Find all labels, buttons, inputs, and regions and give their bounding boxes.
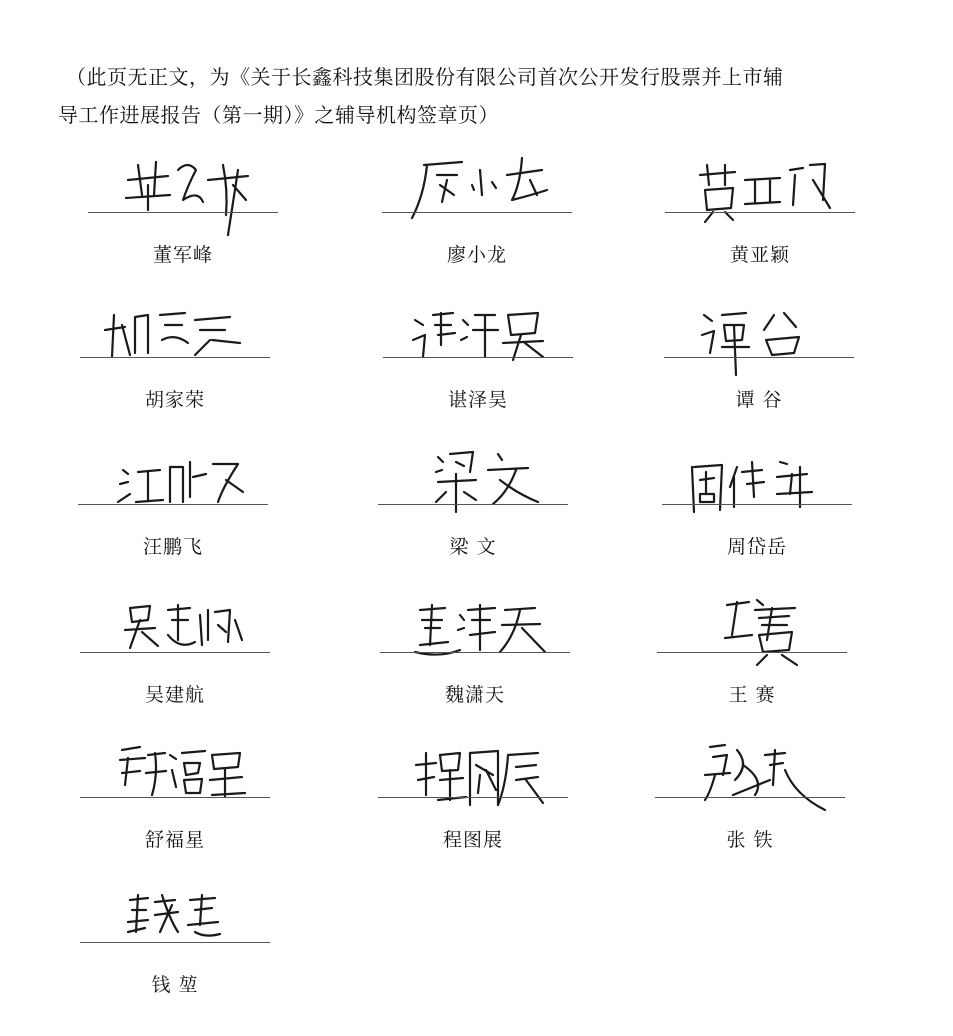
handwritten-signature bbox=[685, 140, 835, 235]
signatory-name: 胡家荣 bbox=[144, 389, 205, 411]
signatory-name: 吴建航 bbox=[144, 684, 205, 706]
signatory-name: 汪鹏飞 bbox=[142, 536, 203, 558]
signature-block bbox=[378, 725, 568, 855]
signatory-name: 程图展 bbox=[442, 829, 503, 851]
handwritten-signature bbox=[98, 432, 248, 527]
signature-block bbox=[80, 580, 270, 710]
signature-line bbox=[382, 212, 572, 213]
signature-block bbox=[665, 140, 855, 270]
handwritten-signature bbox=[403, 285, 553, 380]
signature-block bbox=[383, 285, 573, 415]
handwritten-signature bbox=[108, 140, 258, 235]
signature-line bbox=[383, 357, 573, 358]
signature-line bbox=[80, 652, 270, 653]
handwritten-signature bbox=[398, 725, 548, 820]
signature-block bbox=[80, 725, 270, 855]
signature-line bbox=[665, 212, 855, 213]
signature-block bbox=[378, 432, 568, 562]
page-note-line-1: （此页无正文，为《关于长鑫科技集团股份有限公司首次公开发行股票并上市辅 bbox=[66, 65, 784, 89]
signatory-name: 谌泽昊 bbox=[447, 389, 508, 411]
signature-line bbox=[78, 504, 268, 505]
signatory-name: 梁 文 bbox=[449, 536, 497, 558]
signatory-name: 廖小龙 bbox=[446, 244, 507, 266]
handwritten-signature bbox=[100, 870, 250, 965]
signatory-name: 张 铁 bbox=[726, 829, 774, 851]
signature-line bbox=[80, 797, 270, 798]
signature-block bbox=[657, 580, 847, 710]
signature-block bbox=[655, 725, 845, 855]
signatory-name: 魏潇天 bbox=[444, 684, 505, 706]
signature-block bbox=[662, 432, 852, 562]
signature-line bbox=[378, 504, 568, 505]
signature-block bbox=[380, 580, 570, 710]
signature-line bbox=[655, 797, 845, 798]
signature-block bbox=[80, 870, 270, 1000]
handwritten-signature bbox=[677, 580, 827, 675]
signature-block bbox=[382, 140, 572, 270]
signatory-name: 黄亚颖 bbox=[729, 244, 790, 266]
signatory-name: 周岱岳 bbox=[726, 536, 787, 558]
signature-block bbox=[80, 285, 270, 415]
handwritten-signature bbox=[684, 285, 834, 380]
handwritten-signature bbox=[398, 432, 548, 527]
signature-line bbox=[80, 357, 270, 358]
signature-line bbox=[378, 797, 568, 798]
handwritten-signature bbox=[675, 725, 825, 820]
signatory-name: 谭 谷 bbox=[735, 389, 783, 411]
handwritten-signature bbox=[100, 725, 250, 820]
handwritten-signature bbox=[100, 285, 250, 380]
signature-line bbox=[88, 212, 278, 213]
handwritten-signature bbox=[402, 140, 552, 235]
signature-line bbox=[662, 504, 852, 505]
page-note-line-2: 导工作进展报告（第一期）》之辅导机构签章页） bbox=[58, 103, 499, 127]
page-note bbox=[58, 58, 878, 134]
handwritten-signature bbox=[400, 580, 550, 675]
signatory-name: 钱 堃 bbox=[151, 974, 199, 996]
signature-line bbox=[380, 652, 570, 653]
signatory-name: 舒福星 bbox=[144, 829, 205, 851]
signature-line bbox=[664, 357, 854, 358]
handwritten-signature bbox=[682, 432, 832, 527]
signature-block bbox=[78, 432, 268, 562]
signature-line bbox=[657, 652, 847, 653]
signature-line bbox=[80, 942, 270, 943]
handwritten-signature bbox=[100, 580, 250, 675]
signatory-name: 王 赛 bbox=[728, 684, 776, 706]
signature-block bbox=[88, 140, 278, 270]
signature-block bbox=[664, 285, 854, 415]
signatory-name: 董军峰 bbox=[152, 244, 213, 266]
